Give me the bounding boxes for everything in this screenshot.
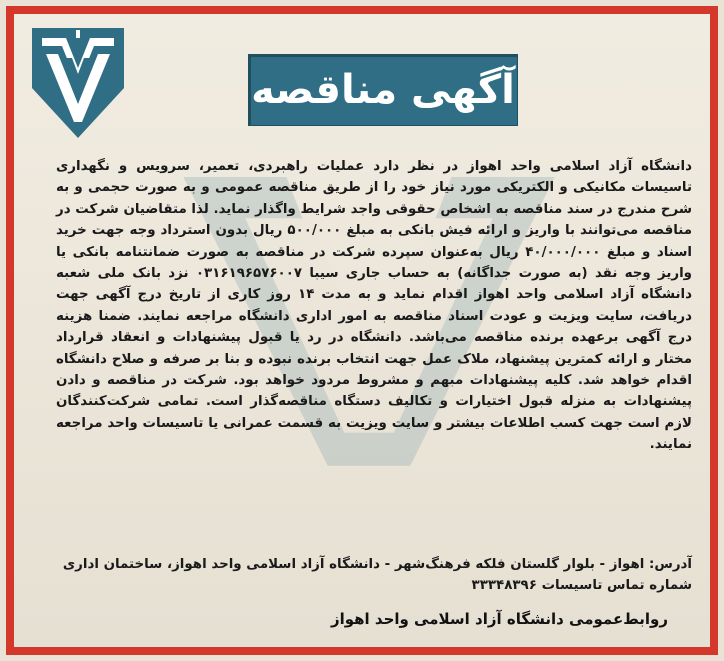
notice-address: آدرس: اهواز - بلوار گلستان فلکه فرهنگ‌شهر - دانشگاه آزاد اسلامی واحد اهواز، ساختمان اداری شماره تماس تاسیسات ۳۳۳۴۸۳۹۶ bbox=[62, 557, 692, 594]
notice-title-box bbox=[248, 54, 518, 126]
azad-university-logo-icon bbox=[28, 24, 128, 142]
notice-frame bbox=[6, 6, 718, 655]
notice-body-paragraph: دانشگاه آزاد اسلامی واحد اهواز در نظر دارد عملیات راهبردی، تعمیر، سرویس و نگهداری تاسیسات مکانیکی و الکتریکی مورد نیاز خود را از طریق مناقصه عمومی و به صورت حجمی و به شرح مندرج در سند مناقصه به اشخاص حقوقی واجد شرایط واگذار نماید. لذا متقاضیان شرکت در مناقصه می‌توانند با واریز و ارائه فیش بانکی به مبلغ ۵۰۰/۰۰۰ ریال بدون استرداد وجه جهت خرید اسناد و مبلغ ۴۰/۰۰۰/۰۰۰ ریال به‌عنوان سپرده شرکت در مناقصه به صورت ضمانتنامه بانکی یا واریز وجه نقد (به صورت جداگانه) به حساب جاری سیبا ۰۳۱۶۱۹۶۵۷۶۰۰۷ نزد بانک ملی شعبه دانشگاه آزاد اسلامی واحد اهواز اقدام نماید و به مدت ۱۴ روز کاری از تاریخ درج آگهی جهت دریافت، سایت ویزیت و عودت اسناد مناقصه به امور اداری دانشگاه مراجعه نمایند. ضمنا هزینه درج آگهی برعهده برنده مناقصه می‌باشد. دانشگاه در رد یا قبول پیشنهادات و انعقاد قرارداد مختار و ارائه کمترین پیشنهاد، ملاک عمل جهت انتخاب برنده نبوده و بنا بر صرفه و صلاح دانشگاه اقدام خواهد شد. کلیه پیشنهادات مبهم و مشروط مردود خواهد بود. شرکت در مناقصه و دادن پیشنهادات به منزله قبول اختیارات و تکالیف دستگاه مناقصه‌گذار است. تمامی شرکت‌کنندگان لازم است جهت کسب اطلاعات بیشتر و سایت ویزیت به قسمت عمرانی یا تاسیسات واحد مراجعه نمایند. bbox=[56, 159, 693, 453]
notice-title: آگهی مناقصه bbox=[251, 67, 515, 113]
notice-body bbox=[56, 156, 692, 456]
notice-signature: روابط‌عمومی دانشگاه آزاد اسلامی واحد اهواز bbox=[330, 610, 668, 628]
